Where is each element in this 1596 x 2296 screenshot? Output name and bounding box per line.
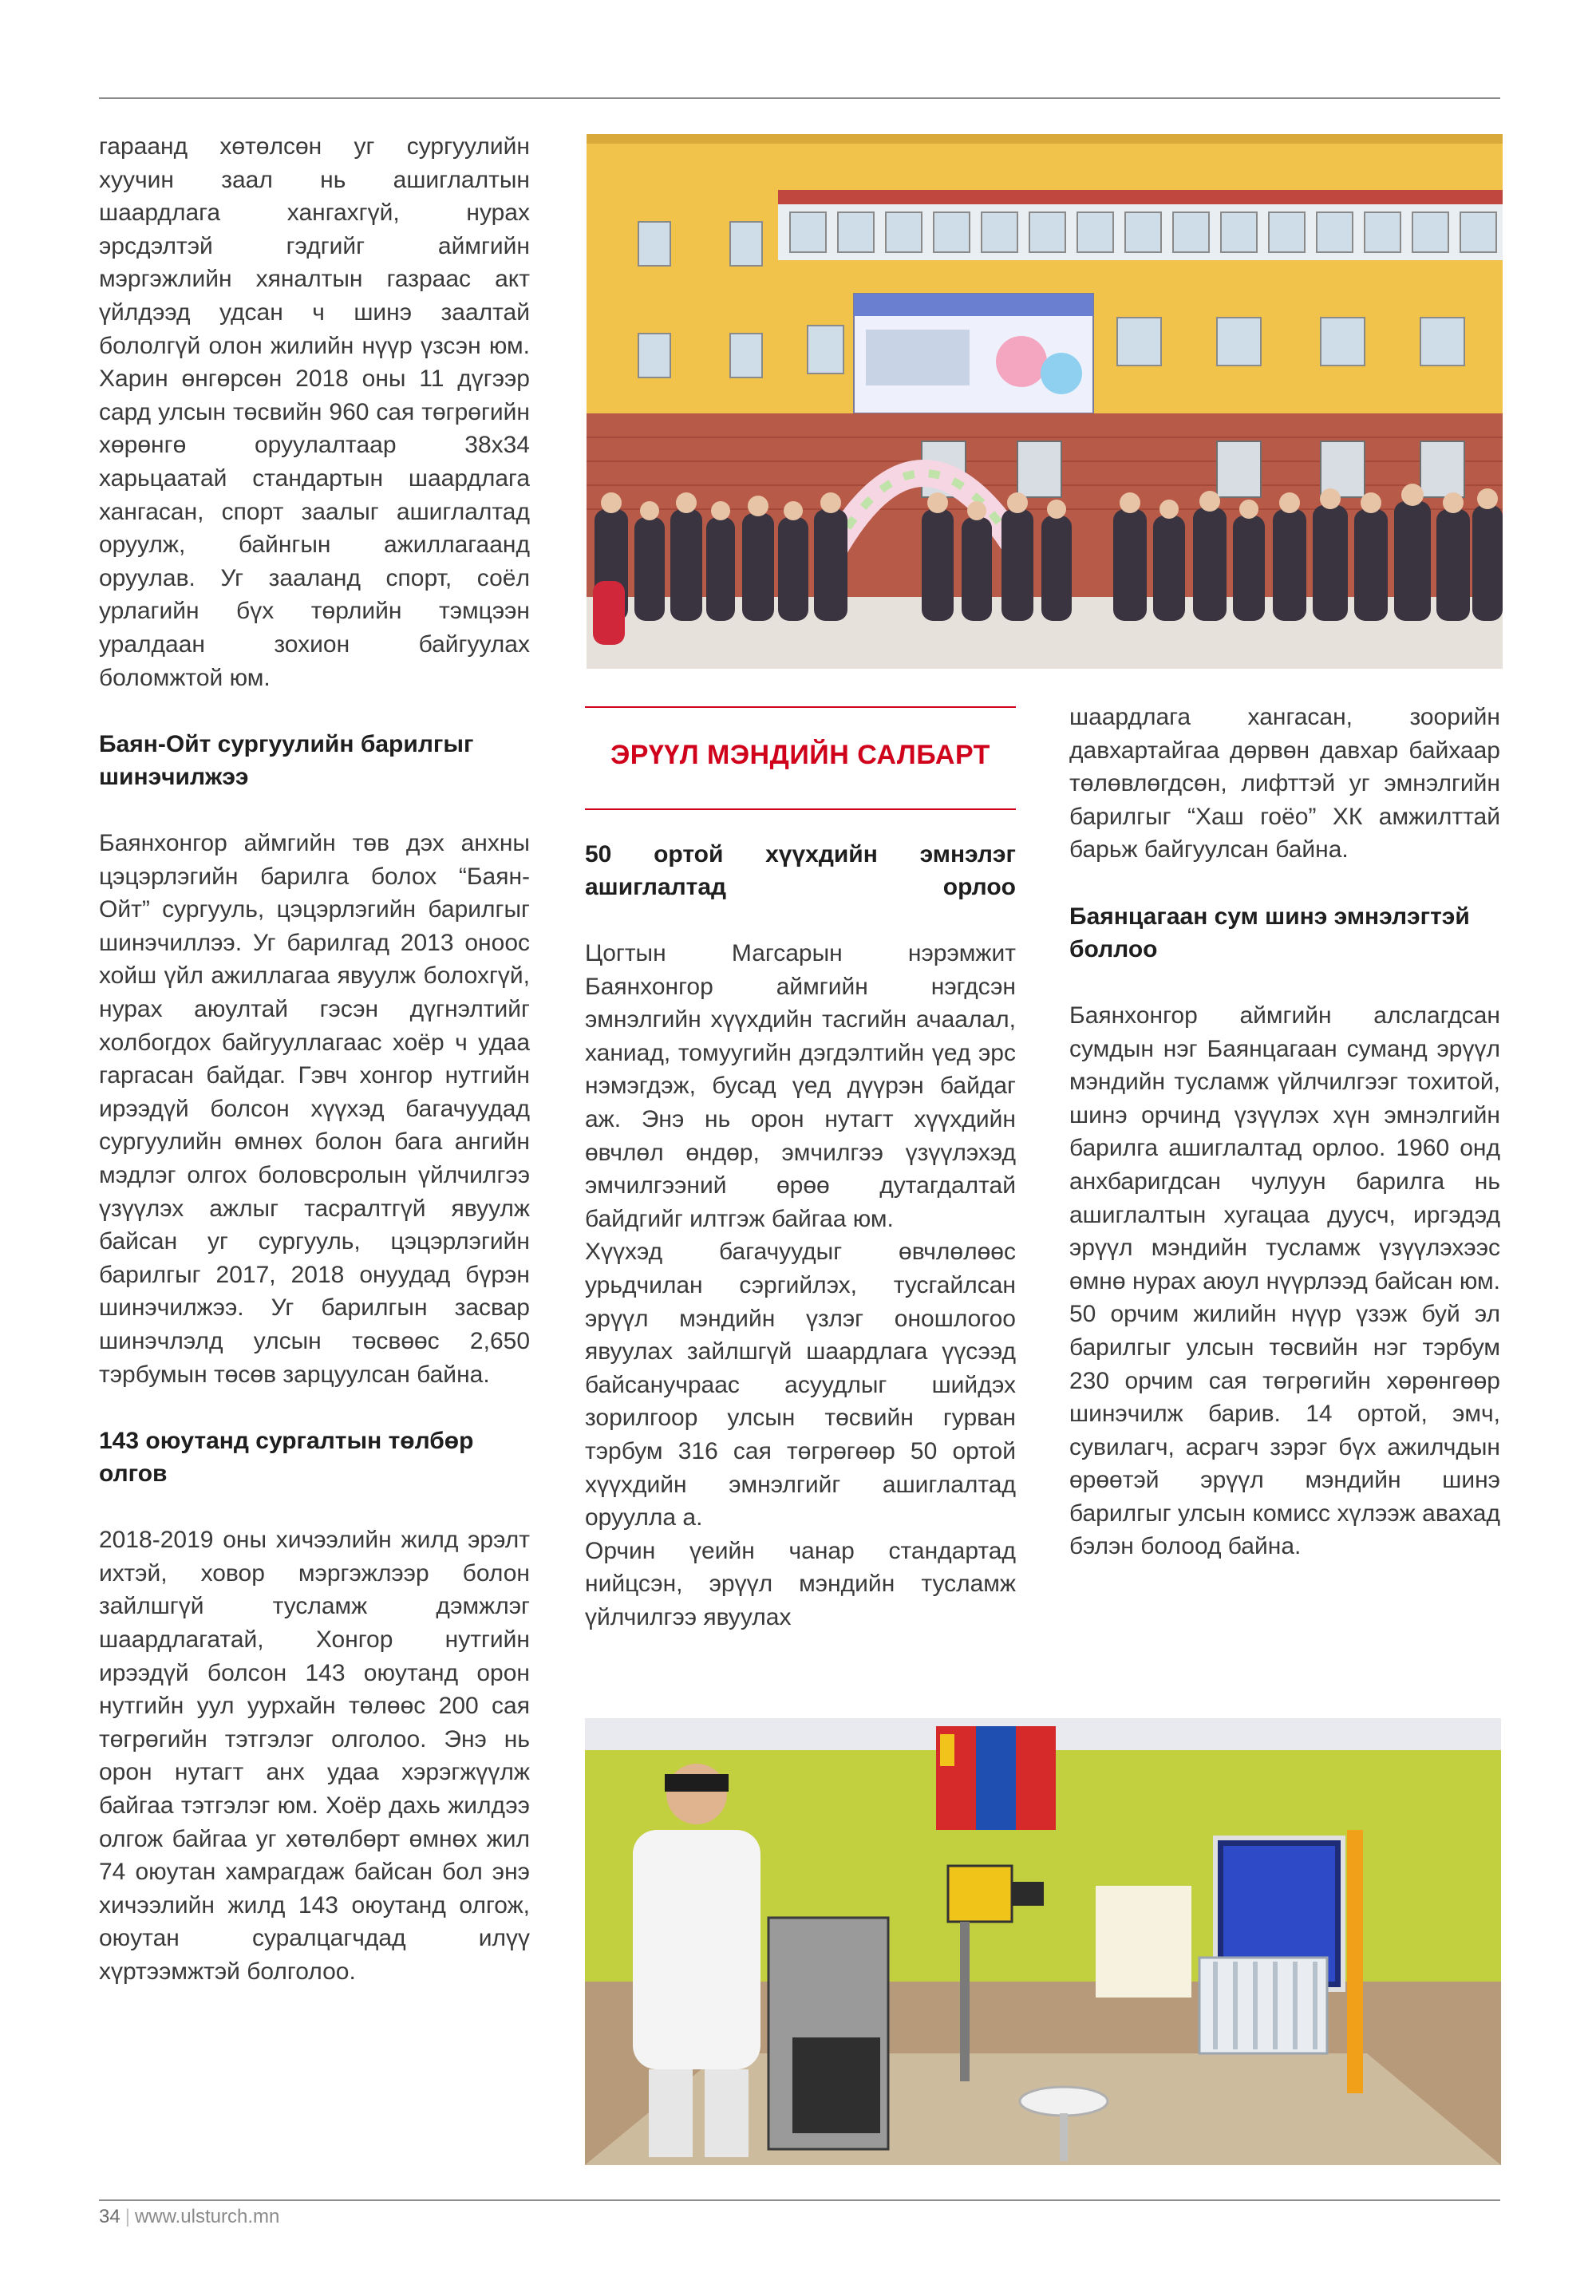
section-title: ЭРҮҮЛ МЭНДИЙН САЛБАРТ [610, 740, 990, 770]
paragraph-children-hospital-2: Хүүхэд багачуудыг өвчлөлөөс урьдчилан сэргийлэх, тусгайлсан эрүүл мэндийн үзлэг оношлогоо явуулах зайлшгүй шаардлага үүсээд байсанучраас асуудлыг шийдэх зорилгоор улсын төсвийн гурван тэрбум 316 сая төгрөгөөр 50 ортой хүүхдийн эмнэлгийг ашиглалтад оруулла а. [585, 1239, 1016, 1531]
heading-children-hospital: 50 ортой хүүхдийн эмнэлэг ашиглалтад орлоо [585, 841, 1016, 900]
paragraph-bayantsagaan: Баянхонгор аймгийн алслагдсан сумдын нэг Баянцагаан суманд эрүүл мэндийн тусламж үйлчилгээг тохитой, шинэ орчинд үзүүлэх хүн эмнэлгийн барилга ашиглалтад орлоо. 1960 онд анхбаригдсан чулуун барилга нь ашиглалтын хугацаа дуусч, иргэдэд эрүүл мэндийн тусламж үзүүлэхээс өмнө нурах аюул нүүрлээд байсан юм. 50 орчим жилийн нүүр үзэж буй эл барилгыг улсын төсвийн нэг тэрбум 230 орчим сая төгрөгийн хөрөнгөөр шинэчилж барив. 14 ортой, эмч, сувилагч, асрагч зэрэг бүх ажилчдын өрөөтэй эрүүл мэндийн шинэ барилгыг улсын комисс хүлээж авахад бэлэн болоод байна. [1069, 1002, 1500, 1560]
paragraph-children-hospital-1: Цогтын Магсарын нэрэмжит Баянхонгор аймгийн нэгдсэн эмнэлгийн хүүхдийн тасгийн ачаалал, ханиад, томуугийн дэгдэлтийн үед эрс нэмэгдэж, бусад үед дүүрэн байдаг аж. Энэ нь орон нутагт хүүхдийн өвчлөл өндөр, эмчилгээ үзүүлэхэд эмчилгээний өрөө дутагдалтай байдгийг илтгэж байгаа юм. [585, 940, 1016, 1232]
hospital-xray-room-photo [585, 1718, 1501, 2165]
paragraph-continued: шаардлага хангасан, зоорийн давхартайгаа дөрвөн давхар байхаар төлөвлөгдсөн, лифттэй уг эмнэлгийн барилгыг “Хаш гоёо” ХК амжилттай барьж байгуулсан байна. [1069, 704, 1500, 863]
footer-separator: | [124, 2206, 130, 2227]
page-footer [99, 2206, 279, 2228]
right-column [1069, 701, 1500, 1563]
left-column [99, 130, 530, 1989]
heading-bayan-oit: Баян-Ойт сургуулийн барилгыг шинэчилжээ [99, 731, 474, 791]
school-building-photo [587, 134, 1503, 669]
top-rule [99, 97, 1500, 99]
page-number: 34 [99, 2206, 120, 2227]
paragraph-children-hospital-3: Орчин үеийн чанар стандартад нийцсэн, эрүүл мэндийн тусламж үйлчилгээ явуулах [585, 1537, 1016, 1630]
section-header-box [585, 706, 1016, 810]
footer-website: www.ulsturch.mn [134, 2206, 280, 2227]
middle-column [585, 838, 1016, 1634]
bottom-rule [99, 2199, 1500, 2201]
heading-bayantsagaan: Баянцагаан сум шинэ эмнэлэгтэй боллоо [1069, 903, 1470, 962]
paragraph-bayan-oit: Баянхонгор аймгийн төв дэх анхны цэцэрлэгийн барилга болох “Баян-Ойт” сургууль, цэцэрлэгийн барилгыг шинэчиллээ. Уг барилгад 2013 оноос хойш үйл ажиллагаа явуулж болохгүй, нурах аюултай гэсэн дүгнэлтийг холбогдох байгууллагаас хоёр ч удаа гаргасан байдаг. Гэвч хонгор нутгийн ирээдүй болсон хүүхэд багачуудад сургуулийн өмнөх болон бага ангийн мэдлэг олгох боловсролын үйлчилгээ үзүүлэх ажлыг тасралтгүй явуулж байсан уг сургууль, цэцэрлэгийн барилгыг 2017, 2018 онуудад бүрэн шинэчилжээ. Уг барилгын засвар шинэчлэлд улсын төсвөөс 2,650 тэрбумын төсөв зарцуулсан байна. [99, 830, 530, 1388]
left-intro-paragraph: гараанд хөтөлсөн уг сургуулийн хуучин заал нь ашиглалтын шаардлага хангахгүй, нурах эрсдэлтэй гэдгийг аймгийн мэргэжлийн хяналтын газраас акт үйлдээд удсан ч шинэ заалтай бололгүй олон жилийн нүүр үзсэн юм. Харин өнгөрсөн 2018 оны 11 дүгээр сард улсын төсвийн 960 сая төгрөгийн хөрөнгө оруулалтаар 38х34 харьцаатай стандартын шаардлага хангасан, спорт заалыг ашиглалтад оруулж, байнгын ажиллагаанд оруулав. Уг зааланд спорт, соёл урлагийн бүх төрлийн тэмцээн уралдаан зохион байгуулах боломжтой юм. [99, 133, 530, 691]
heading-143-students: 143 оюутанд сургалтын төлбөр олгов [99, 1428, 474, 1488]
paragraph-143-students: 2018-2019 оны хичээлийн жилд эрэлт ихтэй, ховор мэргэжлээр болон зайлшгүй тусламж дэмжлэг шаардлагатай, Хонгор нутгийн ирээдүй болсон 143 оюутанд орон нутгийн уул уурхайн төлөөс 200 сая төгрөгийн тэтгэлэг олголоо. Энэ нь орон нутагт анх удаа хэрэгжүүлж байгаа тэтгэлэг юм. Хоёр дахь жилдээ олгож байгаа уг хөтөлбөрт өмнөх жил 74 оюутан хамрагдаж байсан бол энэ хичээлийн жилд 143 оюутанд олгож, оюутан суралцагчдад илүү хүртээмжтэй болголоо. [99, 1527, 530, 1985]
